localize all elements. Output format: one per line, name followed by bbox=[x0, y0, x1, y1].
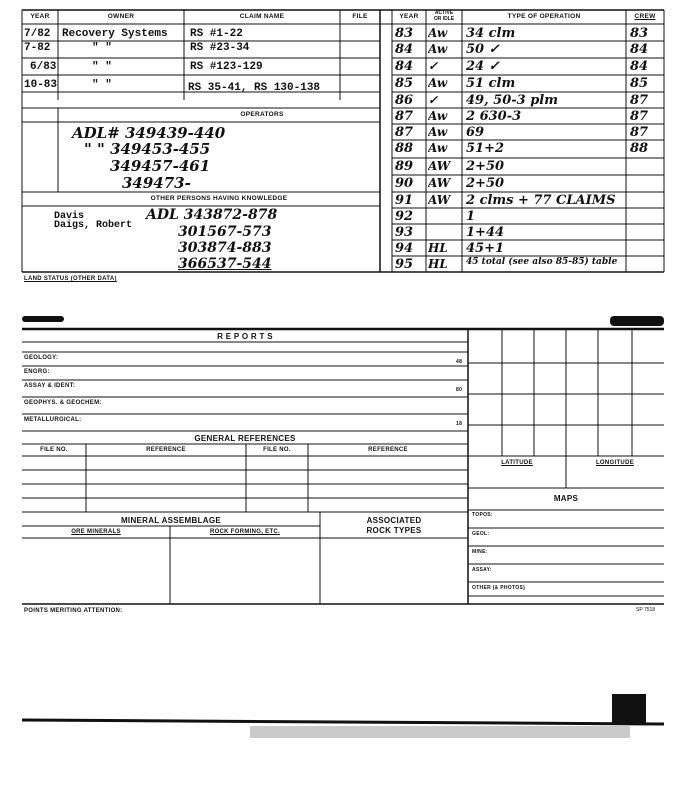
other-person-line-3: 303874-883 bbox=[178, 240, 272, 256]
operation-year: 91 bbox=[395, 193, 414, 208]
operation-year: 85 bbox=[395, 76, 414, 91]
other-person-line-1: ADL 343872-878 bbox=[146, 207, 278, 223]
operation-crew: 84 bbox=[630, 59, 649, 74]
operation-year: 87 bbox=[395, 125, 414, 140]
other-person-name: Daigs, Robert bbox=[54, 220, 133, 231]
other-person-line-4: 366537-544 bbox=[178, 256, 272, 272]
operation-status: ✓ bbox=[428, 59, 439, 73]
ref-header-reference-1: REFERENCE bbox=[146, 447, 186, 453]
operation-crew: 85 bbox=[630, 76, 649, 91]
operation-type: 2 630-3 bbox=[466, 109, 522, 124]
map-row-label: GEOL: bbox=[472, 531, 490, 537]
other-person-name-top: Davis bbox=[54, 211, 85, 222]
ref-header-file-no-2: FILE NO. bbox=[263, 447, 291, 453]
associated-label: ASSOCIATED bbox=[366, 516, 422, 525]
report-number: 80 bbox=[456, 387, 463, 393]
operation-type: 24 ✓ bbox=[466, 59, 500, 74]
operation-year: 88 bbox=[395, 141, 414, 156]
ref-header-file-no-1: FILE NO. bbox=[40, 447, 68, 453]
form-number: SP 7518 bbox=[636, 607, 656, 613]
claim-row-4-year: 10-83 bbox=[24, 79, 58, 91]
maps-title: MAPS bbox=[553, 494, 579, 503]
map-row-label: ASSAY: bbox=[472, 567, 492, 573]
operator-line-2: " " 349453-455 bbox=[84, 140, 211, 158]
claim-row-2-year: 7-82 bbox=[24, 42, 51, 54]
rock-types-label: ROCK TYPES bbox=[366, 526, 422, 535]
operation-status: Aw bbox=[428, 125, 448, 139]
operation-year: 83 bbox=[395, 26, 414, 41]
operation-type: 49, 50-3 plm bbox=[466, 93, 558, 108]
header-crew: CREW bbox=[634, 13, 656, 20]
operation-type: 34 clm bbox=[466, 26, 516, 41]
claim-row-2-claim: RS #23-34 bbox=[190, 42, 250, 54]
claim-row-3-owner: " " bbox=[92, 61, 112, 73]
claim-row-1-year: 7/82 bbox=[24, 28, 51, 40]
operator-line-3: 349457-461 bbox=[110, 157, 211, 175]
claim-row-2-owner: " " bbox=[92, 42, 112, 54]
ref-header-reference-2: REFERENCE bbox=[368, 447, 408, 453]
operation-type: 45+1 bbox=[466, 241, 505, 256]
operation-type: 50 ✓ bbox=[466, 42, 500, 57]
operation-year: 93 bbox=[395, 225, 414, 240]
other-person-line-2: 301567-573 bbox=[178, 224, 272, 240]
operator-line-4: 349473- bbox=[122, 174, 191, 192]
operation-year: 84 bbox=[395, 59, 414, 74]
operation-status: ✓ bbox=[428, 93, 439, 107]
operators-label: OPERATORS bbox=[240, 111, 284, 118]
operation-status: HL bbox=[428, 257, 448, 271]
operation-status: Aw bbox=[428, 109, 448, 123]
operation-type: 2+50 bbox=[466, 176, 505, 191]
operation-crew: 87 bbox=[630, 125, 649, 140]
operation-type: 2+50 bbox=[466, 159, 505, 174]
header-file: FILE bbox=[352, 13, 368, 20]
operation-type: 1+44 bbox=[466, 225, 505, 240]
operation-year: 84 bbox=[395, 42, 414, 57]
report-number: 48 bbox=[456, 359, 463, 365]
operation-year: 95 bbox=[395, 257, 414, 272]
header-active-idle bbox=[426, 10, 462, 22]
operation-status: Aw bbox=[428, 76, 448, 90]
header-active: ACTIVE bbox=[434, 10, 454, 16]
operation-status: AW bbox=[428, 176, 451, 190]
general-references-title: GENERAL REFERENCES bbox=[194, 434, 296, 443]
operation-status: HL bbox=[428, 241, 448, 255]
operation-year: 92 bbox=[395, 209, 414, 224]
map-row-label: OTHER (& PHOTOS) bbox=[472, 585, 526, 591]
operation-year: 86 bbox=[395, 93, 414, 108]
header-year: YEAR bbox=[30, 13, 50, 20]
header-idle: OR IDLE bbox=[433, 16, 455, 22]
report-label: GEOLOGY: bbox=[24, 355, 59, 361]
operation-crew: 87 bbox=[630, 93, 649, 108]
claim-row-4-claim: RS 35-41, RS 130-138 bbox=[188, 82, 321, 94]
land-status-label: LAND STATUS (OTHER DATA) bbox=[24, 276, 117, 282]
operation-type: 1 bbox=[466, 209, 476, 224]
report-label: ENGRG: bbox=[24, 369, 50, 375]
claim-row-1-owner: Recovery Systems bbox=[62, 28, 168, 40]
header-claim-name: CLAIM NAME bbox=[239, 13, 285, 20]
operation-year: 90 bbox=[395, 176, 414, 191]
report-label: GEOPHYS. & GEOCHEM: bbox=[24, 400, 102, 406]
rock-forming-label: ROCK FORMING, ETC. bbox=[209, 529, 281, 535]
longitude-label: LONGITUDE bbox=[595, 460, 635, 466]
operation-status: Aw bbox=[428, 42, 448, 56]
mineral-assemblage-title: MINERAL ASSEMBLAGE bbox=[120, 516, 222, 525]
claim-row-3-year: 6/83 bbox=[30, 61, 57, 73]
operation-type: 69 bbox=[466, 125, 485, 140]
header-year-2: YEAR bbox=[399, 13, 419, 20]
reports-title: R E P O R T S bbox=[217, 332, 273, 341]
operation-status: AW bbox=[428, 193, 451, 207]
report-number: 18 bbox=[456, 421, 463, 427]
operation-year: 94 bbox=[395, 241, 414, 256]
operation-type: 2 clms + 77 CLAIMS bbox=[466, 193, 616, 208]
operator-line-1: ADL# 349439-440 bbox=[72, 124, 226, 142]
operation-crew: 84 bbox=[630, 42, 649, 57]
operation-status: Aw bbox=[428, 26, 448, 40]
points-meriting-attention-label: POINTS MERITING ATTENTION: bbox=[24, 608, 123, 614]
operation-type: 51+2 bbox=[466, 141, 505, 156]
claim-row-3-claim: RS #123-129 bbox=[190, 61, 263, 73]
operation-crew: 83 bbox=[630, 26, 649, 41]
operation-year: 89 bbox=[395, 159, 414, 174]
report-label: ASSAY & IDENT: bbox=[24, 383, 76, 389]
report-label: METALLURGICAL: bbox=[24, 417, 82, 423]
map-row-label: MINE: bbox=[472, 549, 488, 555]
operation-status: Aw bbox=[428, 141, 448, 155]
header-owner: OWNER bbox=[107, 13, 135, 20]
other-persons-label: OTHER PERSONS HAVING KNOWLEDGE bbox=[150, 195, 288, 202]
claim-row-1-claim: RS #1-22 bbox=[190, 28, 243, 40]
header-type-of-operation: TYPE OF OPERATION bbox=[507, 13, 581, 20]
operation-crew: 88 bbox=[630, 141, 649, 156]
operation-crew: 87 bbox=[630, 109, 649, 124]
claim-row-4-owner: " " bbox=[92, 79, 112, 91]
operation-status: AW bbox=[428, 159, 451, 173]
map-row-label: TOPOS: bbox=[472, 512, 493, 518]
ore-minerals-label: ORE MINERALS bbox=[71, 529, 121, 535]
latitude-label: LATITUDE bbox=[501, 460, 533, 466]
operation-year: 87 bbox=[395, 109, 414, 124]
operation-type: 45 total (see also 85-85) table bbox=[466, 257, 618, 267]
operation-type: 51 clm bbox=[466, 76, 516, 91]
